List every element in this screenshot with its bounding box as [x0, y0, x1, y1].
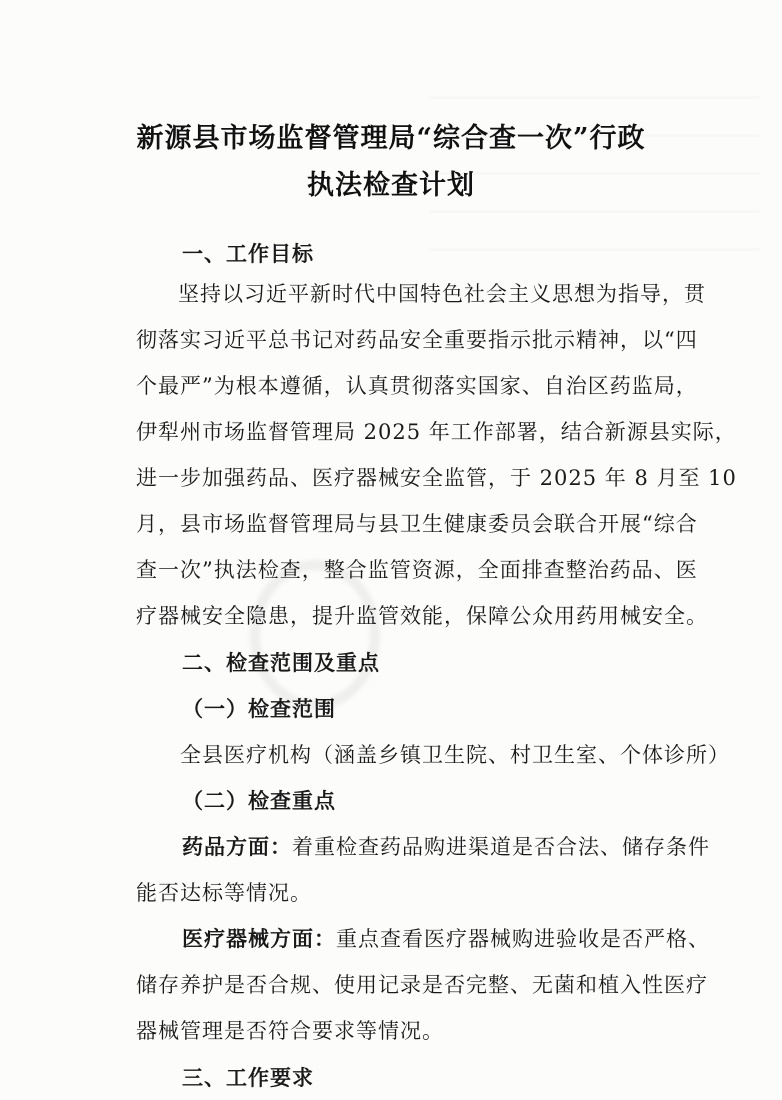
drug-paragraph-line-2: 能否达标等情况。 — [136, 881, 312, 905]
section-1-line-1: 坚持以习近平新时代中国特色社会主义思想为指导，贯 — [178, 282, 706, 306]
reverse-side-bleed-through — [430, 60, 760, 250]
device-label: 医疗器械方面： — [182, 927, 336, 951]
section-2-sub-1-text: 全县医疗机构（涵盖乡镇卫生院、村卫生室、个体诊所） — [180, 743, 730, 767]
section-1-line-5: 进一步加强药品、医疗器械安全监管，于 2025 年 8 月至 10 — [136, 466, 737, 490]
section-2-sub-2-heading: （二）检查重点 — [182, 789, 336, 813]
section-1-line-3: 个最严”为根本遵循，认真贯彻落实国家、自治区药监局， — [136, 374, 698, 398]
section-1-line-8: 疗器械安全隐患，提升监管效能，保障公众用药用械安全。 — [136, 604, 708, 628]
device-paragraph-line-3: 器械管理是否符合要求等情况。 — [136, 1019, 444, 1043]
section-1-line-4: 伊犁州市场监督管理局 2025 年工作部署，结合新源县实际， — [136, 420, 737, 444]
section-1-heading: 一、工作目标 — [182, 242, 314, 266]
device-paragraph-line-2: 储存养护是否合规、使用记录是否完整、无菌和植入性医疗 — [136, 973, 708, 997]
device-paragraph-line-1 — [182, 923, 742, 953]
section-1-line-6: 月，县市场监督管理局与县卫生健康委员会联合开展“综合 — [136, 512, 698, 536]
drug-paragraph-line-1 — [182, 831, 742, 861]
drug-label: 药品方面： — [182, 835, 292, 859]
document-title-line-1: 新源县市场监督管理局“综合查一次”行政 — [136, 123, 646, 154]
section-3-heading: 三、工作要求 — [182, 1066, 314, 1090]
section-2-heading: 二、检查范围及重点 — [182, 651, 380, 675]
document-title-line-2: 执法检查计划 — [307, 170, 475, 201]
drug-text-1: 着重检查药品购进渠道是否合法、储存条件 — [292, 835, 710, 859]
section-1-line-2: 彻落实习近平总书记对药品安全重要指示批示精神，以“四 — [136, 328, 698, 352]
section-1-line-7: 查一次”执法检查，整合监管资源，全面排查整治药品、医 — [136, 558, 698, 582]
section-2-sub-1-heading: （一）检查范围 — [182, 697, 336, 721]
device-text-1: 重点查看医疗器械购进验收是否严格、 — [336, 927, 710, 951]
